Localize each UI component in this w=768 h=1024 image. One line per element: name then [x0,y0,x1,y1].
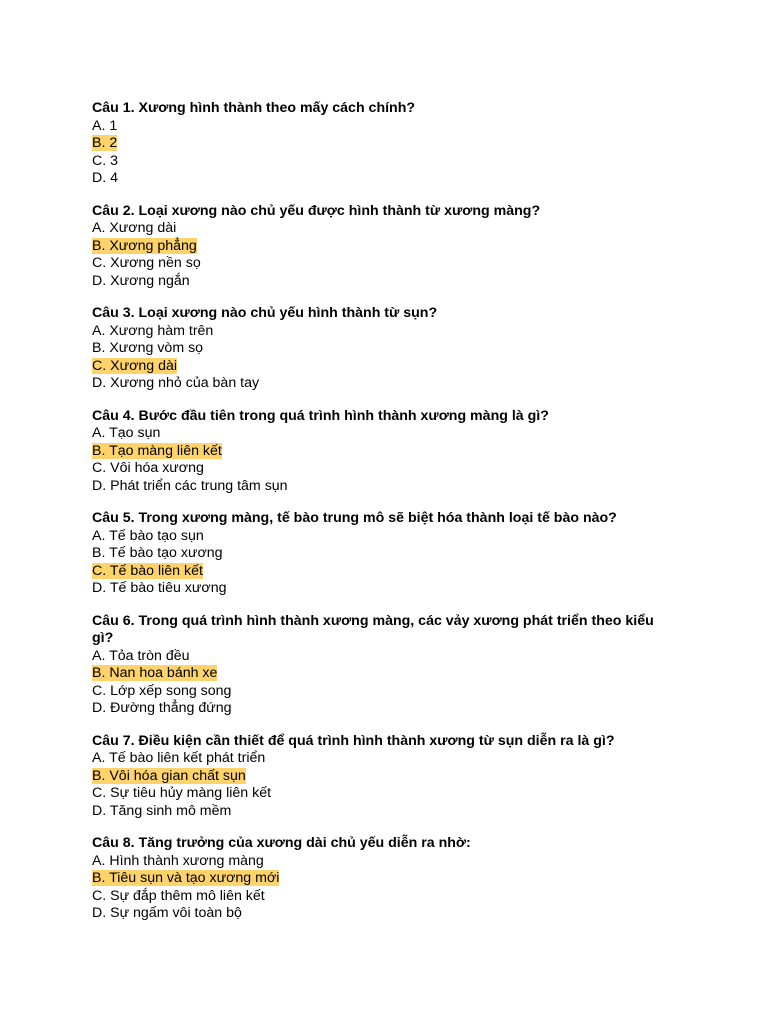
question-list [92,100,672,938]
answer-option-text: A. Tế bào tạo sụn [92,527,204,544]
answer-option [92,273,672,291]
answer-option [92,118,672,136]
answer-option-correct [92,665,672,683]
answer-option-text: B. Nan hoa bánh xe [92,665,218,681]
answer-option-text: B. Tạo màng liên kết [92,442,222,459]
answer-option-text: B. Tiêu sụn và tạo xương mới [92,870,280,886]
question-title: Câu 5. Trong xương màng, tế bào trung mô sẽ biệt hóa thành loại tế bào nào? [92,510,617,526]
question-title: Câu 4. Bước đầu tiên trong quá trình hình thành xương màng là gì? [92,407,549,424]
answer-option-text: D. Xương nhỏ của bàn tay [92,375,260,391]
answer-option-text: A. 1 [92,117,118,134]
answer-option-text: A. Tỏa tròn đều [92,647,190,664]
question-title: Câu 6. Trong quá trình hình thành xương màng, các vảy xương phát triển theo kiểu gì? [92,612,654,646]
answer-option-text: C. Sự tiêu hủy màng liên kết [92,785,272,801]
answer-option [92,683,672,701]
question-block [92,835,672,923]
answer-option [92,785,672,803]
answer-option [92,648,672,666]
answer-option [92,153,672,171]
answer-option-text: B. Xương vòm sọ [92,340,204,356]
answer-option-text: D. Tế bào tiêu xương [92,580,227,596]
question-block [92,203,672,291]
answer-option-text: A. Xương hàm trên [92,322,214,339]
question-title: Câu 1. Xương hình thành theo mấy cách chính? [92,100,416,116]
answer-option [92,375,672,393]
answer-option [92,580,672,598]
question-block [92,408,672,496]
answer-option-correct [92,768,672,786]
answer-option-text: A. Tế bào liên kết phát triển [92,750,266,766]
answer-option-text: C. Vôi hóa xương [92,460,204,476]
answer-option-text: C. Lớp xếp song song [92,682,232,699]
answer-option [92,478,672,496]
question-block [92,510,672,598]
answer-option [92,528,672,546]
answer-option [92,545,672,563]
question-title: Câu 8. Tăng trưởng của xương dài chủ yếu diễn ra nhờ: [92,835,471,851]
answer-option [92,323,672,341]
question-title: Câu 7. Điều kiện cần thiết để quá trình hình thành xương từ sụn diễn ra là gì? [92,732,615,749]
answer-option [92,888,672,906]
answer-option [92,700,672,718]
answer-option [92,905,672,923]
answer-option-text: C. 3 [92,152,119,169]
question-title: Câu 3. Loại xương nào chủ yếu hình thành từ sụn? [92,305,438,321]
answer-option-correct [92,870,672,888]
answer-option-text: C. Tế bào liên kết [92,562,203,579]
answer-option-text: B. 2 [92,135,118,151]
answer-option-text: A. Hình thành xương màng [92,852,264,869]
answer-option [92,803,672,821]
answer-option-correct [92,238,672,256]
answer-option [92,340,672,358]
answer-option [92,220,672,238]
answer-option-text: D. Phát triển các trung tâm sụn [92,477,288,494]
answer-option-text: B. Tế bào tạo xương [92,545,223,561]
answer-option-text: D. Đường thẳng đứng [92,700,232,716]
answer-option-text: A. Tạo sụn [92,425,161,441]
answer-option-text: B. Vôi hóa gian chất sụn [92,767,246,784]
answer-option [92,750,672,768]
answer-option-correct [92,563,672,581]
question-title: Câu 2. Loại xương nào chủ yếu được hình thành từ xương màng? [92,202,541,219]
answer-option [92,255,672,273]
answer-option-text: A. Xương dài [92,220,177,236]
answer-option-text: B. Xương phẳng [92,237,197,254]
answer-option-correct [92,135,672,153]
answer-option-text: C. Xương nền sọ [92,255,201,271]
answer-option-text: D. Sự ngấm vôi toàn bộ [92,905,242,921]
answer-option [92,460,672,478]
question-block [92,305,672,393]
question-block [92,100,672,188]
answer-option-correct [92,443,672,461]
answer-option-text: C. Sự đắp thêm mô liên kết [92,887,265,904]
answer-option-correct [92,358,672,376]
answer-option [92,425,672,443]
answer-option [92,170,672,188]
answer-option-text: D. Xương ngắn [92,272,190,289]
question-block [92,733,672,821]
answer-option [92,853,672,871]
question-block [92,613,672,718]
answer-option-text: C. Xương dài [92,357,178,374]
answer-option-text: D. 4 [92,170,119,186]
answer-option-text: D. Tăng sinh mô mềm [92,802,232,819]
